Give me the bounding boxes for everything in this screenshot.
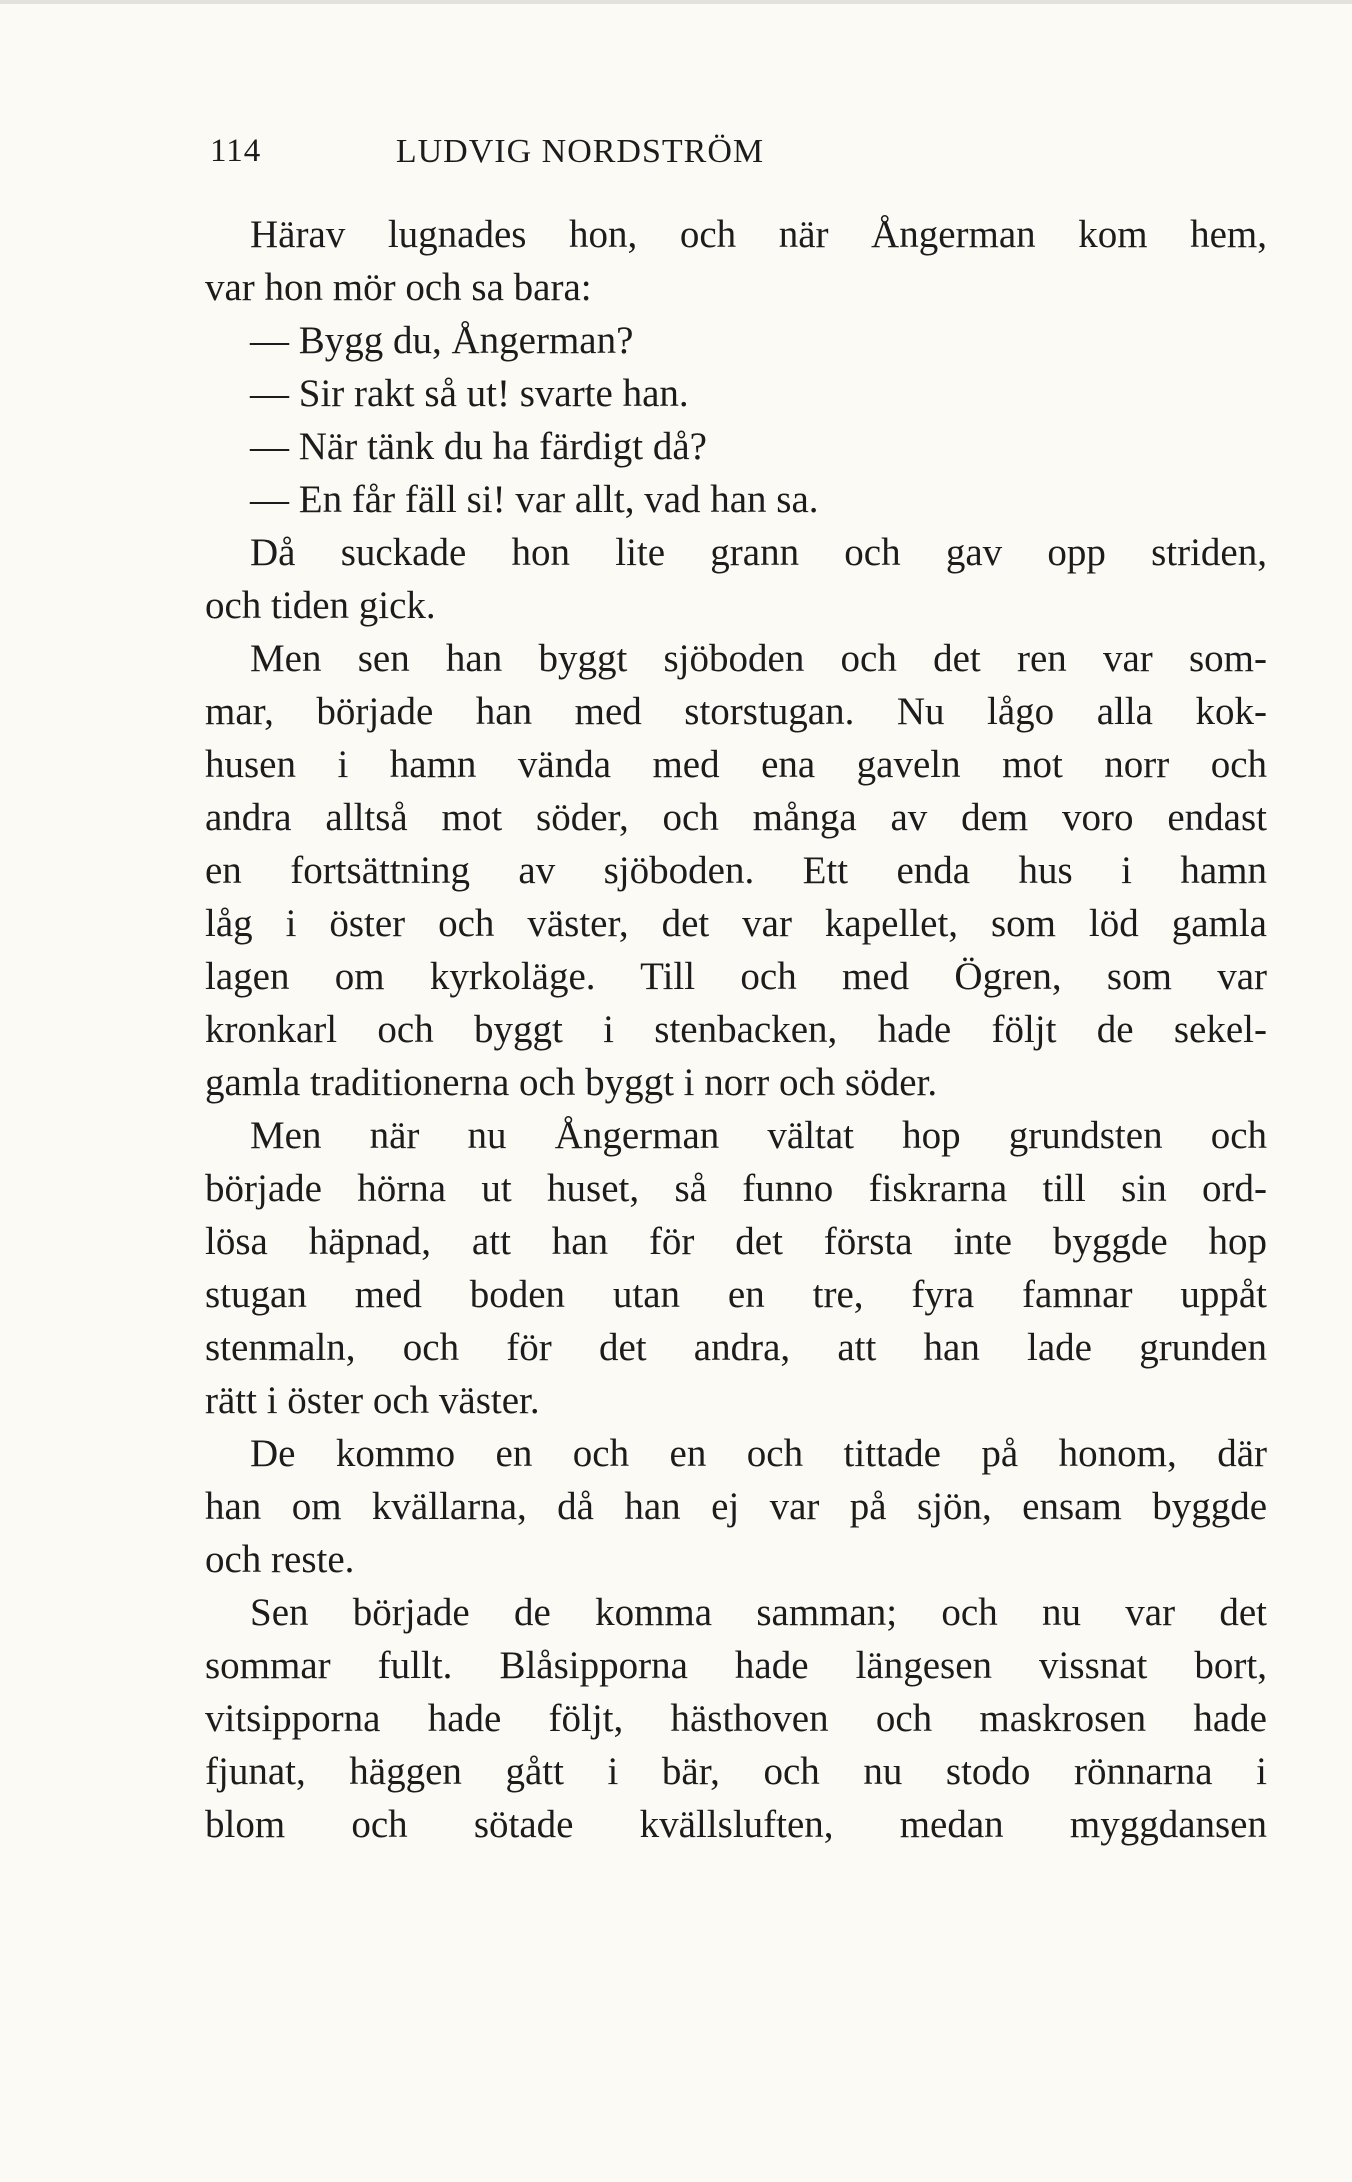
text-line: Men när nu Ångerman vältat hop grundsten och <box>250 1114 1267 1157</box>
text-line: kronkarl och byggt i stenbacken, hade följt de sekel- <box>205 1008 1267 1051</box>
text-line: mar, började han med storstugan. Nu lågo alla kok- <box>205 690 1267 733</box>
text-line: — När tänk du ha färdigt då? <box>250 425 707 468</box>
text-line: stenmaln, och för det andra, att han lade grunden <box>205 1326 1267 1369</box>
text-line: — Sir rakt så ut! svarte han. <box>250 372 689 415</box>
text-line: Då suckade hon lite grann och gav opp striden, <box>250 531 1267 574</box>
text-line: och tiden gick. <box>205 584 436 627</box>
text-line: andra alltså mot söder, och många av dem voro endast <box>205 796 1267 839</box>
text-line: Men sen han byggt sjöboden och det ren var som- <box>250 637 1267 680</box>
page-header <box>210 133 950 183</box>
text-line: De kommo en och en och tittade på honom, där <box>250 1432 1267 1475</box>
text-line: Härav lugnades hon, och när Ångerman kom hem, <box>250 213 1267 256</box>
text-line: lösa häpnad, att han för det första inte byggde hop <box>205 1220 1267 1263</box>
text-line: fjunat, häggen gått i bär, och nu stodo rönnarna i <box>205 1750 1267 1793</box>
text-line: — Bygg du, Ångerman? <box>250 319 634 362</box>
running-head: LUDVIG NORDSTRÖM <box>395 133 765 170</box>
text-line: lagen om kyrkoläge. Till och med Ögren, som var <box>205 955 1267 998</box>
text-line: var hon mör och sa bara: <box>205 266 592 309</box>
text-line: låg i öster och väster, det var kapellet, som löd gamla <box>205 902 1267 945</box>
text-line: en fortsättning av sjöboden. Ett enda hus i hamn <box>205 849 1267 892</box>
text-line: han om kvällarna, då han ej var på sjön, ensam byggde <box>205 1485 1267 1528</box>
text-line: Sen började de komma samman; och nu var det <box>250 1591 1267 1634</box>
scan-edge <box>0 0 1352 4</box>
page-number: 114 <box>210 133 262 169</box>
text-line: gamla traditionerna och byggt i norr och söder. <box>205 1061 938 1104</box>
text-line: började hörna ut huset, så funno fiskrarna till sin ord- <box>205 1167 1267 1210</box>
text-line: stugan med boden utan en tre, fyra famnar uppåt <box>205 1273 1267 1316</box>
text-line: vitsipporna hade följt, hästhoven och maskrosen hade <box>205 1697 1267 1740</box>
text-line: sommar fullt. Blåsipporna hade längesen vissnat bort, <box>205 1644 1267 1687</box>
text-line: blom och sötade kvällsluften, medan myggdansen <box>205 1803 1267 1846</box>
text-line: — En får fäll si! var allt, vad han sa. <box>250 478 819 521</box>
text-line: husen i hamn vända med ena gaveln mot norr och <box>205 743 1267 786</box>
body-text <box>205 208 1267 1851</box>
text-line: och reste. <box>205 1538 355 1581</box>
text-line: rätt i öster och väster. <box>205 1379 540 1422</box>
